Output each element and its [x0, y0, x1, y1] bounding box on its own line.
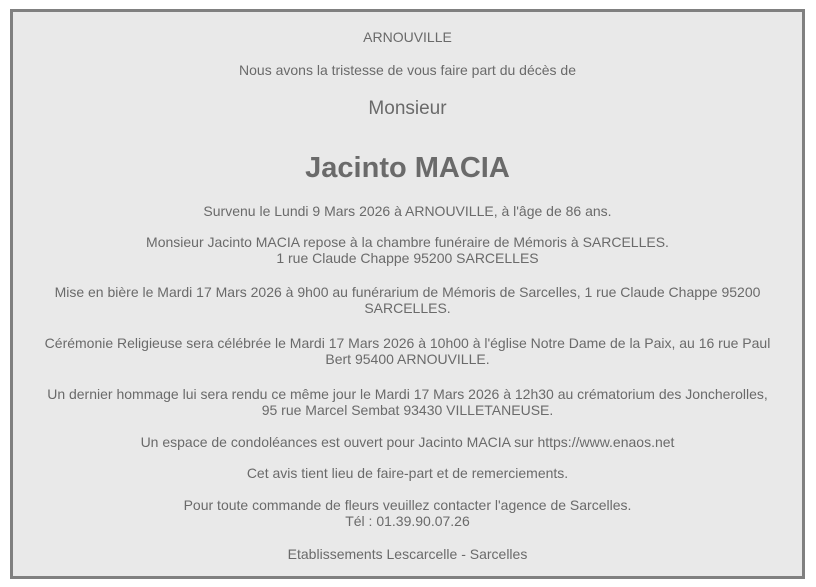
coffin-ceremony-line-1: Mise en bière le Mardi 17 Mars 2026 à 9h00 au funérarium de Mémoris de Sarcelles, 1 rue Claude Chappe 95200 — [54, 284, 761, 300]
intro-text: Nous avons la tristesse de vous faire part du décès de — [239, 62, 576, 78]
honorific-title: Monsieur — [368, 98, 447, 119]
resting-place-line-1: Monsieur Jacinto MACIA repose à la chambre funéraire de Mémoris à SARCELLES. — [146, 234, 669, 250]
notice-statement: Cet avis tient lieu de faire-part et de remerciements. — [246, 465, 569, 481]
condolence-info: Un espace de condoléances est ouvert pour Jacinto MACIA sur https://www.enaos.net — [140, 434, 675, 450]
flower-order-info — [27, 497, 788, 529]
coffin-ceremony — [27, 284, 788, 316]
funeral-agency: Etablissements Lescarcelle - Sarcelles — [287, 546, 528, 562]
final-tribute-line-2: 95 rue Marcel Sembat 93430 VILLETANEUSE. — [261, 402, 554, 418]
final-tribute — [27, 386, 788, 418]
death-details: Survenu le Lundi 9 Mars 2026 à ARNOUVILLE, à l'âge de 86 ans. — [203, 203, 612, 219]
town-name: ARNOUVILLE — [363, 29, 452, 45]
flower-order-line-1: Pour toute commande de fleurs veuillez contacter l'agence de Sarcelles. — [183, 497, 632, 513]
religious-ceremony-line-1: Cérémonie Religieuse sera célébrée le Mardi 17 Mars 2026 à 10h00 à l'église Notre Dame de la Paix, au 16 rue Paul — [44, 335, 771, 351]
coffin-ceremony-line-2: SARCELLES. — [364, 300, 451, 316]
resting-place — [27, 234, 788, 266]
obituary-notice — [10, 9, 805, 579]
deceased-name: Jacinto MACIA — [305, 152, 510, 184]
flower-order-phone: Tél : 01.39.90.07.26 — [345, 513, 470, 529]
final-tribute-line-1: Un dernier hommage lui sera rendu ce même jour le Mardi 17 Mars 2026 à 12h30 au crématorium des Joncherolles, — [47, 386, 768, 402]
resting-place-line-2: 1 rue Claude Chappe 95200 SARCELLES — [276, 250, 539, 266]
religious-ceremony-line-2: Bert 95400 ARNOUVILLE. — [325, 351, 490, 367]
religious-ceremony — [27, 335, 788, 367]
